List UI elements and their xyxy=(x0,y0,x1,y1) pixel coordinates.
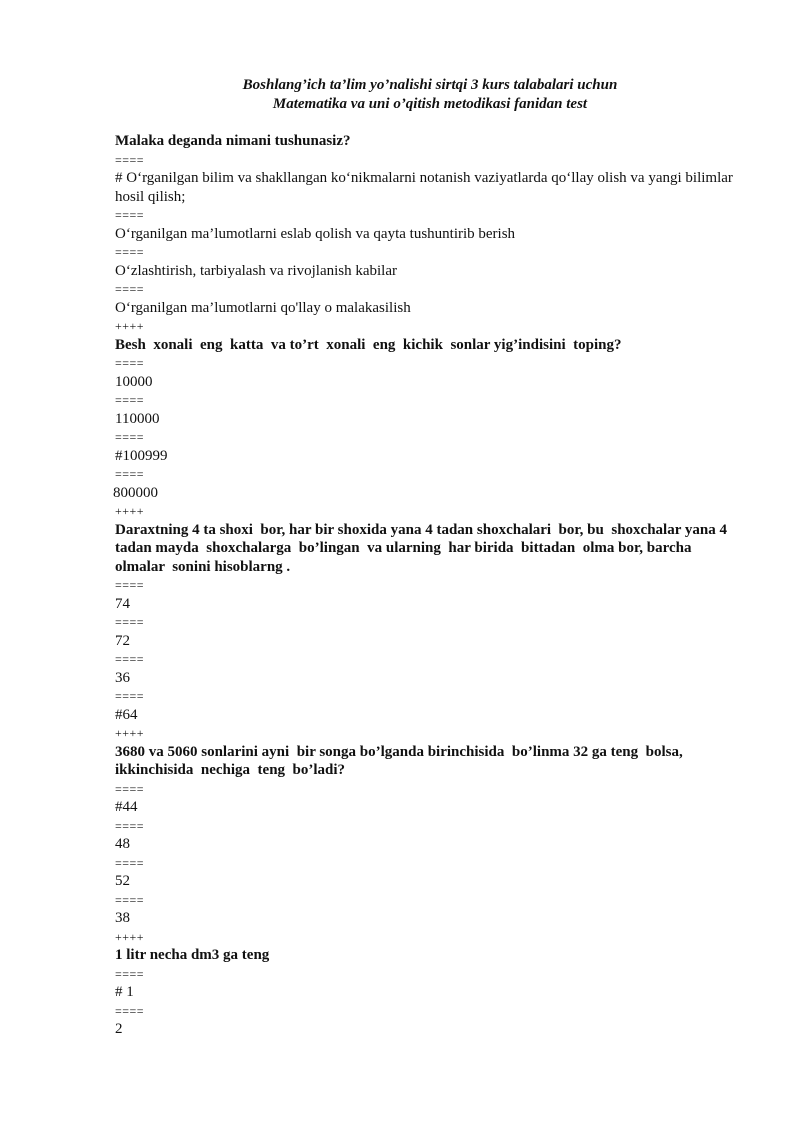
separator: ==== xyxy=(115,781,145,796)
separator: ==== xyxy=(115,245,145,259)
question-text: Malaka deganda nimani tushunasiz? xyxy=(115,133,351,149)
end-marker: ++++ xyxy=(115,929,145,944)
question-text: 1 litr necha dm3 ga teng xyxy=(115,947,270,963)
separator: ==== xyxy=(115,1003,145,1018)
question-text: Besh xonali eng katta va to’rt xonali eng kichik sonlar yig’indisini toping? xyxy=(115,336,622,353)
answer-option: O‘zlashtirish, tarbiyalash va rivojlanish kabilar xyxy=(115,262,398,279)
separator: ==== xyxy=(115,152,145,167)
separator: ==== xyxy=(115,356,145,370)
separator: ==== xyxy=(115,652,145,666)
separator: ==== xyxy=(115,208,145,222)
document-header xyxy=(0,76,800,114)
header-title-line-2: Matematika va uni o’qitish metodikasi fanidan test xyxy=(272,96,588,112)
answer-option: 72 xyxy=(115,632,130,649)
separator: ==== xyxy=(115,689,145,703)
answer-option: 110000 xyxy=(115,410,160,427)
separator: ==== xyxy=(115,818,145,833)
separator: ==== xyxy=(115,966,145,981)
answer-option: 800000 xyxy=(113,484,158,501)
separator: ==== xyxy=(115,578,145,592)
answer-option: O‘rganilgan ma’lumotlarni eslab qolish va qayta tushuntirib berish xyxy=(115,225,516,242)
test-body xyxy=(115,132,735,1039)
answer-option: 74 xyxy=(115,595,130,612)
answer-option: O‘rganilgan ma’lumotlarni qo'llay o malakasilish xyxy=(115,299,411,316)
answer-option: 38 xyxy=(115,910,130,926)
question-text: Daraxtning 4 ta shoxi bor, har bir shoxida yana 4 tadan shoxchalari bor, bu shoxchalar yana 4 tadan mayda shoxchalarga bo’lingan va ularning har birida bittadan olma bor, barcha olmalar sonini hisoblarng . xyxy=(115,521,731,575)
header-title-line-1: Boshlang’ich ta’lim yo’nalishi sirtqi 3 kurs talabalari uchun xyxy=(242,77,618,93)
separator: ==== xyxy=(115,282,145,296)
answer-option: 36 xyxy=(115,669,130,686)
separator: ==== xyxy=(115,467,145,481)
end-marker: ++++ xyxy=(115,319,145,333)
answer-option: 2 xyxy=(115,1021,123,1037)
question-text: 3680 va 5060 sonlarini ayni bir songa bo’lganda birinchisida bo’linma 32 ga teng bolsa, ikkinchisida nechiga teng bo’ladi? xyxy=(115,743,687,778)
answer-option: #44 xyxy=(115,799,138,815)
answer-option: # O‘rganilgan bilim va shakllangan ko‘nikmalarni notanish vaziyatlarda qo‘llay olish va yangi bilimlar hosil qilish; xyxy=(115,170,737,205)
separator: ==== xyxy=(115,892,145,907)
answer-option: #64 xyxy=(115,706,138,723)
end-marker: ++++ xyxy=(115,726,145,740)
answer-option: 10000 xyxy=(115,373,153,390)
end-marker: ++++ xyxy=(115,504,145,518)
separator: ==== xyxy=(115,430,145,444)
separator: ==== xyxy=(115,855,145,870)
answer-option: # 1 xyxy=(115,984,134,1000)
answer-option: 48 xyxy=(115,836,130,852)
separator: ==== xyxy=(115,615,145,629)
answer-option: #100999 xyxy=(115,447,168,464)
answer-option: 52 xyxy=(115,873,130,889)
separator: ==== xyxy=(115,393,145,407)
